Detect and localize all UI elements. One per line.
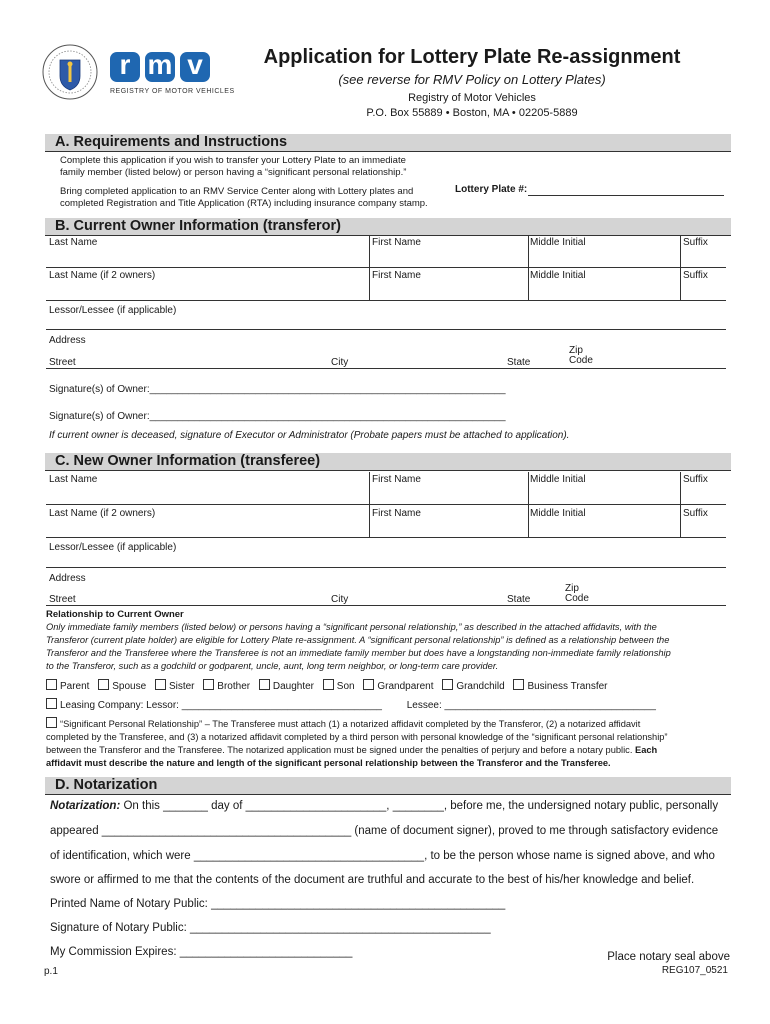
notary-line2[interactable]: appeared _______________________________________ (name of document signer), proved to me through satisfactory evidence [50, 825, 719, 837]
b-lessor-label: Lessor/Lessee (if applicable) [49, 305, 177, 316]
section-d-heading [45, 777, 731, 795]
section-a-title: A. Requirements and Instructions [55, 134, 288, 150]
option-brother[interactable]: Brother [203, 681, 250, 692]
b-owner1-row[interactable] [46, 267, 726, 268]
spr-line2: completed by the Transferee, and (3) a notarized affidavit completed by a third person with personal knowledge of the “significant personal relationship” [46, 732, 668, 742]
c-owner2-row[interactable] [46, 537, 726, 538]
c-suffix-label: Suffix [683, 474, 708, 485]
b-lessor-input[interactable] [46, 329, 726, 330]
option-grandparent[interactable]: Grandparent [363, 681, 433, 692]
relationship-options [46, 679, 614, 692]
b-city-label: City [331, 357, 349, 368]
section-a-line4: completed Registration and Title Application (RTA) including insurance company stamp. [60, 198, 428, 209]
leasing-lessee[interactable]: Lessee: ______________________________________ [406, 700, 656, 711]
c-last-name-2-label: Last Name (if 2 owners) [49, 508, 156, 519]
option-daughter[interactable]: Daughter [259, 681, 314, 692]
rmv-logo-r: r [110, 52, 140, 82]
b-last-name-label: Last Name [49, 237, 98, 248]
b-last-name-2-label: Last Name (if 2 owners) [49, 270, 156, 281]
relationship-line4: to the Transferor, such as a godchild or godparent, uncle, aunt, long term neighbor, or long-term care provider. [46, 661, 499, 671]
b-zip-label: Zip Code [569, 345, 593, 366]
section-c-title: C. New Owner Information (transferee) [55, 453, 321, 469]
b-signature-1[interactable]: Signature(s) of Owner:________________________________________________________________ [49, 384, 506, 395]
notary-line4: swore or affirmed to me that the contents of the document are truthful and accurate to the best of his/her knowledge and belief. [50, 874, 695, 886]
section-a-line2: family member (listed below) or person having a “significant personal relationship.” [60, 167, 407, 178]
address-line-1: Registry of Motor Vehicles [408, 92, 536, 104]
c-first-name-label: First Name [372, 474, 421, 485]
section-b-title: B. Current Owner Information (transferor) [55, 218, 341, 234]
b-address-label: Address [49, 335, 86, 346]
leasing-company-row[interactable] [46, 698, 656, 711]
rmv-logo-v: v [180, 52, 210, 82]
section-c-heading [45, 453, 731, 471]
relationship-title: Relationship to Current Owner [46, 609, 184, 620]
b-first-name-label: First Name [372, 237, 421, 248]
c-suffix-2-label: Suffix [683, 508, 708, 519]
notary-line1[interactable]: Notarization: On this _______ day of ______________________, ________, before me, the undersigned notary public, personally [50, 800, 719, 812]
relationship-line3: Transferor and the Transferee where the Transferee is not an immediate family member but does have a longstanding non-immediate family relationship [46, 648, 671, 658]
notary-line3[interactable]: of identification, which were ____________________________________, to be the person whose name is signed above, and who [50, 850, 715, 862]
section-a-line3: Bring completed application to an RMV Service Center along with Lottery plates and [60, 186, 414, 197]
b-suffix-label: Suffix [683, 237, 708, 248]
form-id: REG107_0521 [661, 965, 728, 976]
c-city-label: City [331, 594, 349, 605]
b-first-name-2-label: First Name [372, 270, 421, 281]
notary-printed-name[interactable]: Printed Name of Notary Public: ______________________________________________ [50, 898, 506, 910]
page-number: p.1 [44, 966, 58, 977]
b-middle-initial-2-label: Middle Initial [530, 270, 586, 281]
leasing-lessor[interactable]: Leasing Company: Lessor: ____________________________________ [60, 700, 382, 711]
c-owner1-row[interactable] [46, 504, 726, 505]
lottery-plate-label: Lottery Plate #: [455, 184, 528, 195]
section-a-heading [45, 134, 731, 152]
notary-seal-note: Place notary seal above [607, 951, 730, 963]
c-lessor-input[interactable] [46, 567, 726, 568]
c-lessor-label: Lessor/Lessee (if applicable) [49, 542, 177, 553]
b-state-label: State [507, 357, 531, 368]
b-deceased-note: If current owner is deceased, signature of Executor or Administrator (Probate papers must be attached to application). [49, 430, 570, 441]
b-middle-initial-label: Middle Initial [530, 237, 586, 248]
form-title: Application for Lottery Plate Re-assignment [263, 46, 681, 68]
c-state-label: State [507, 594, 531, 605]
b-street-label: Street [49, 357, 76, 368]
option-parent[interactable]: Parent [46, 681, 89, 692]
b-address-input[interactable] [46, 368, 726, 369]
notary-commission-expires[interactable]: My Commission Expires: ___________________________ [50, 946, 353, 958]
c-address-input[interactable] [46, 605, 726, 606]
section-a-line1: Complete this application if you wish to transfer your Lottery Plate to an immediate [60, 155, 406, 166]
option-son[interactable]: Son [323, 681, 355, 692]
massachusetts-seal-icon [42, 44, 98, 100]
section-b-heading [45, 218, 731, 236]
option-sister[interactable]: Sister [155, 681, 195, 692]
spr-line1[interactable]: “Significant Personal Relationship” – The Transferee must attach (1) a notarized affidavit completed by the Transferor, (2) a notarized affidavit [46, 717, 640, 731]
rmv-subtitle: REGISTRY OF MOTOR VEHICLES [110, 88, 235, 95]
option-grandchild[interactable]: Grandchild [442, 681, 504, 692]
option-spouse[interactable]: Spouse [98, 681, 146, 692]
lottery-plate-input[interactable] [528, 195, 724, 196]
c-address-label: Address [49, 573, 86, 584]
relationship-line2: Transferor (current plate holder) are eligible for Lottery Plate re-assignment. A “significant personal relationship” is defined as a relationship between the [46, 635, 670, 645]
section-d-title: D. Notarization [55, 777, 158, 793]
c-street-label: Street [49, 594, 76, 605]
relationship-line1: Only immediate family members (listed below) or persons having a “significant personal relationship,” as described in the attached affidavits, with the [46, 622, 657, 632]
notary-signature[interactable]: Signature of Notary Public: _______________________________________________ [50, 922, 491, 934]
c-first-name-2-label: First Name [372, 508, 421, 519]
b-suffix-2-label: Suffix [683, 270, 708, 281]
rmv-logo-m: m [145, 52, 175, 82]
form-subtitle: (see reverse for RMV Policy on Lottery Plates) [338, 72, 606, 87]
b-owner2-row[interactable] [46, 300, 726, 301]
c-middle-initial-2-label: Middle Initial [530, 508, 586, 519]
c-middle-initial-label: Middle Initial [530, 474, 586, 485]
c-zip-label: Zip Code [565, 583, 589, 604]
spr-line3: between the Transferor and the Transferee. The notarized application must be signed under the penalties of perjury and before a notary public. Each [46, 745, 658, 755]
option-business-transfer[interactable]: Business Transfer [513, 681, 607, 692]
address-line-2: P.O. Box 55889 • Boston, MA • 02205-5889 [366, 107, 578, 119]
c-last-name-label: Last Name [49, 474, 98, 485]
spr-line4: affidavit must describe the nature and length of the significant personal relationship between the Transferor and the Transferee. [46, 758, 611, 768]
b-signature-2[interactable]: Signature(s) of Owner:________________________________________________________________ [49, 411, 506, 422]
